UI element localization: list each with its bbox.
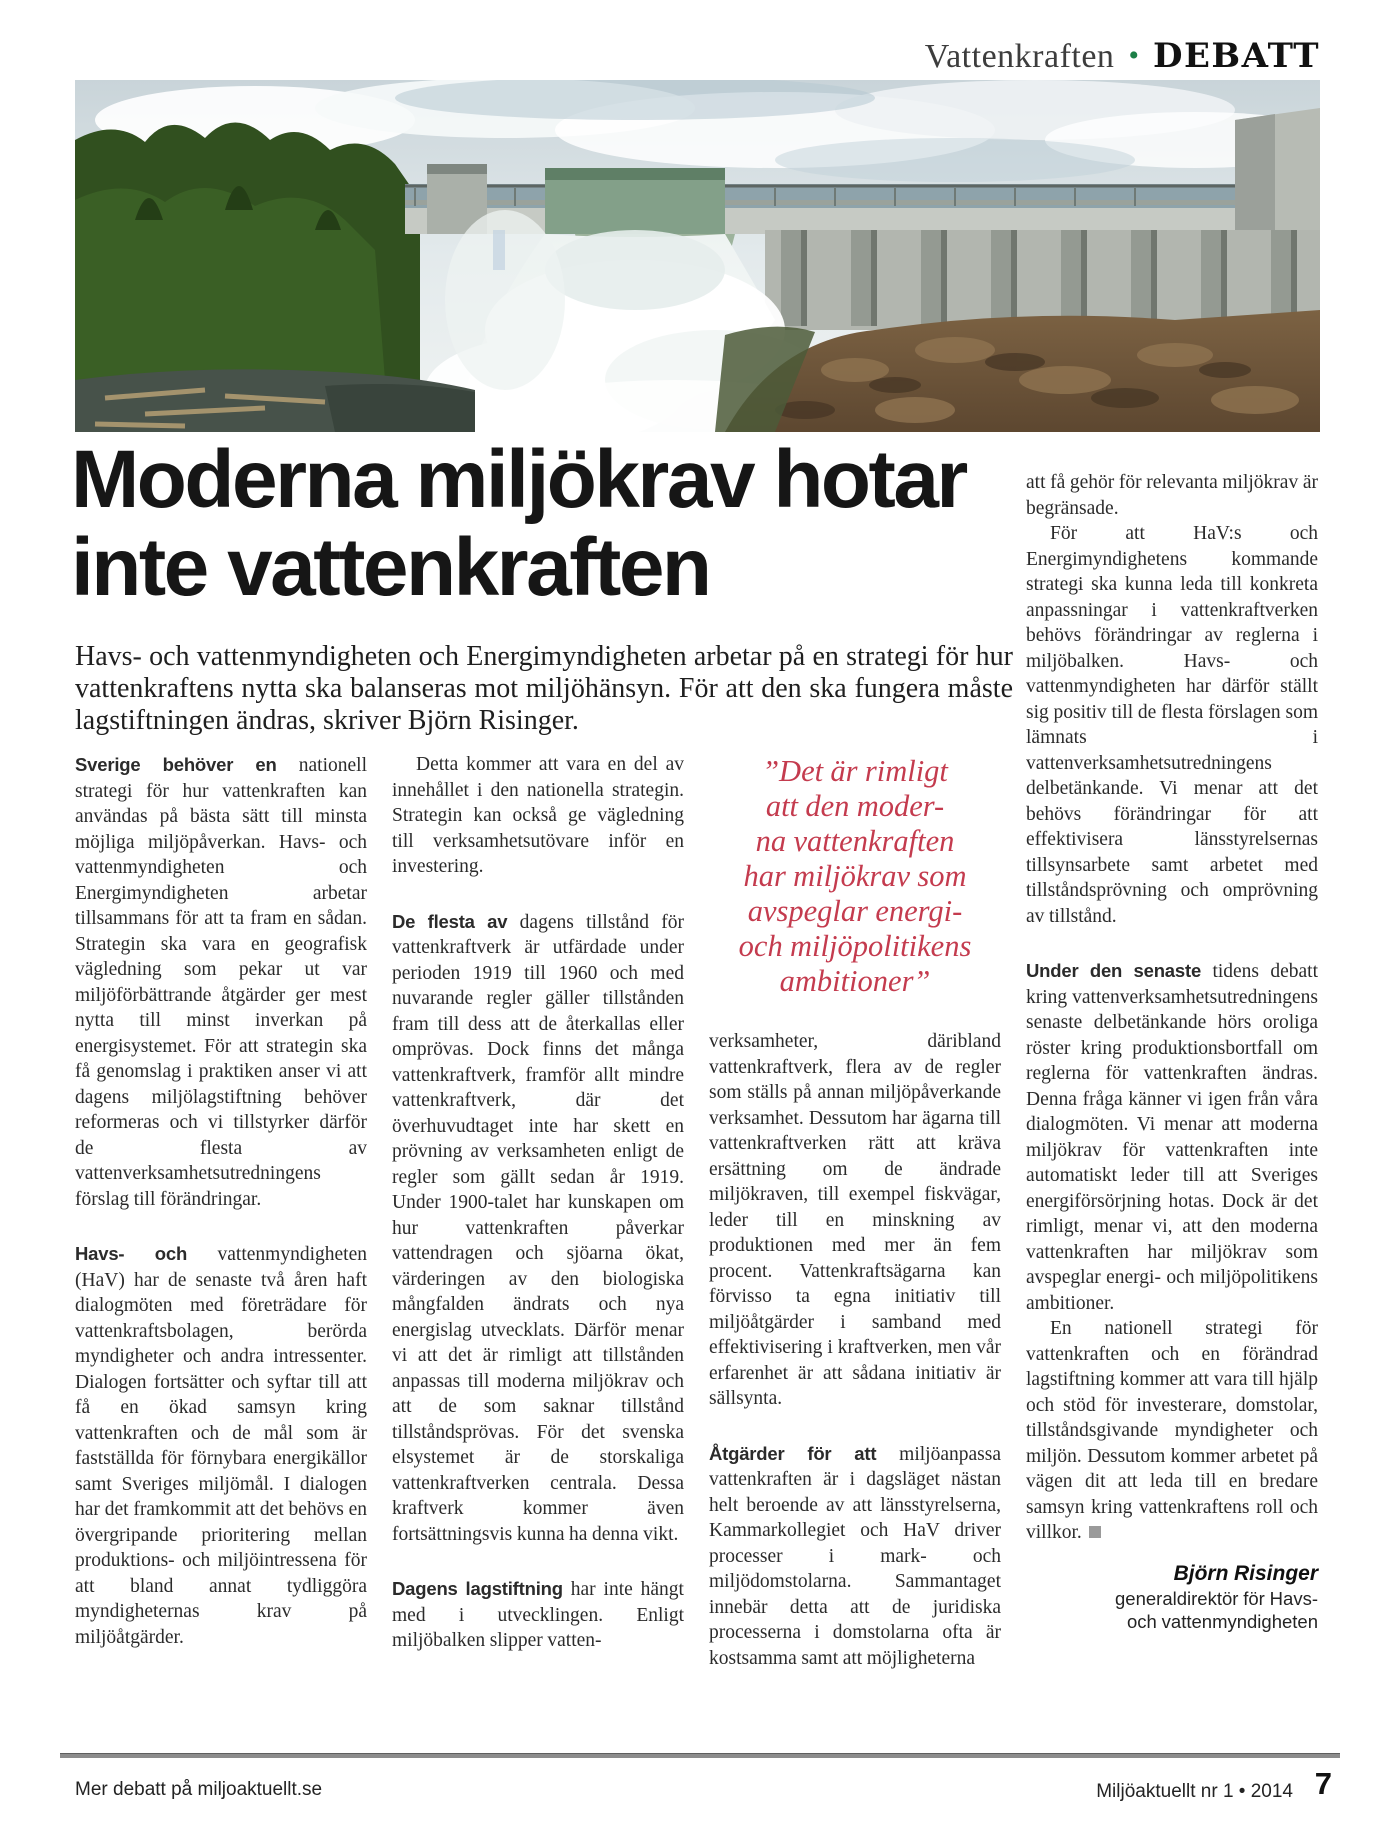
article-paragraph: verksamheter, däribland vattenkraftverk, flera av de regler som ställs på annan miljöpåverkande verksamhet. Dessutom har ägarna till vattenkraftverken rätt att kräva ersättning om de ändrade miljökraven, till exempel fiskvägar, leder till en minskning av produktionen med mer än fem procent. Vattenkraftsägarna kan förvisso ta egna initiativ till miljöåtgärder i samband med effektivisering i kraftverken, men vår erfarenhet är att sådana initiativ är sällsynta. bbox=[709, 1031, 1001, 1409]
photo-forest bbox=[75, 122, 420, 380]
paragraph-lead-in: Sverige behöver en bbox=[75, 754, 299, 775]
body-column-3 bbox=[709, 752, 1001, 1671]
paragraph-lead-in: De flesta av bbox=[392, 910, 520, 932]
author-byline bbox=[1026, 1560, 1318, 1633]
body-column-4 bbox=[1026, 470, 1318, 1633]
pull-quote-line: avspeglar energi- bbox=[747, 894, 963, 928]
article-paragraph: Dagens lagstiftning har inte hängt med i utvecklingen. Enligt miljöbalken slipper vatten- bbox=[392, 1578, 684, 1651]
article-paragraph: Åtgärder för att miljöanpassa vattenkraften är i dagsläget nästan helt beroende av att länsstyrelserna, Kammarkollegiet och HaV driver processer i mark- och miljödomstolarna. Sammantaget innebär detta att de juridiska processerna i domstolarna ofta är kostsamma samt att möjligheterna bbox=[709, 1442, 1001, 1669]
article-paragraph: De flesta av dagens tillstånd för vattenkraftverk är utfärdade under perioden 1919 till 1960 och med nuvarande regler gäller tillstånden fram till dess att de återkallas eller omprövas. Dock finns det många vattenkraftverk, framför allt mindre vattenkraftverk, där det överhuvudtaget inte har skett en prövning av verksamheten enligt de regler som gällt sedan år 1919. Under 1900-talet har kunskapen om hur vattenkraften påverkar vattendragen och sjöarna ökat, värderingen av den biologiska mångfalden ändrats och nya energislag utvecklats. Därför menar vi att det är rimligt att tillstånden anpassas till moderna miljökrav och att de som saknar tillstånd tillståndsprövas. För det svenska elsystemet är de storskaliga vattenkraftverken centrala. Dessa kraftverk kommer även fortsättningsvis kunna ha denna vikt. bbox=[392, 910, 684, 1545]
pull-quote-line: na vattenkraften bbox=[755, 824, 955, 858]
article-paragraph: Detta kommer att vara en del av innehållet i den nationella strategin. Strategin kan också ge vägledning till verksamhetsutövare inför en investering. bbox=[392, 754, 684, 877]
pull-quote bbox=[709, 754, 1001, 999]
article-lead: Havs- och vattenmyndigheten och Energimyndigheten arbetar på en strategi för hur vattenkraftens nytta ska balanseras mot miljöhänsyn. För att den ska fungera måste lagstiftningen ändras, skriver Björn Risinger. bbox=[75, 641, 1013, 736]
paragraph-lead-in: Havs- och bbox=[75, 1243, 218, 1264]
paragraph-lead-in: Åtgärder för att bbox=[709, 1442, 900, 1464]
article-photo bbox=[75, 80, 1320, 432]
section-kicker bbox=[925, 36, 1320, 76]
author-role-line: och vattenmyndigheten bbox=[1127, 1610, 1318, 1632]
article-paragraph: att få gehör för relevanta miljökrav är begränsade. bbox=[1026, 472, 1318, 519]
article-end-mark bbox=[1089, 1526, 1101, 1538]
article-paragraph: För att HaV:s och Energimyndighetens kommande strategi ska kunna leda till konkreta anpassningar i vattenkraftverken behövs förändringar av reglerna i miljöbalken. Havs- och vattenmyndigheten har därför ställt sig positiv till de flesta förslagen som lämnats i vattenverksamhetsutredningens delbetänkande. Vi menar att det behövs förändringar för att effektivisera länsstyrelsernas tillsynsarbete samt arbetet med tillståndsprövning och omprövning av tillstånd. bbox=[1026, 523, 1318, 927]
pull-quote-line: har miljökrav som bbox=[743, 859, 967, 893]
article-paragraph: Under den senaste tidens debatt kring vattenverksamhetsutredningens senaste delbetänkande hörs oroliga röster kring produktionsbortfall om reglerna för vattenkraften ändras. Denna fråga känner vi igen från våra dialogmöten. Vi menar att moderna miljökrav för vattenkraften inte automatiskt leder till att Sveriges energiförsörjning hotas. Dock är det rimligt, menar vi, att den moderna vattenkraften har miljökrav som avspeglar energi- och miljöpolitikens ambitioner. bbox=[1026, 960, 1318, 1314]
pull-quote-line: ambitioner” bbox=[779, 964, 931, 998]
headline-line-1: Moderna miljökrav hotar bbox=[71, 434, 966, 525]
pull-quote-line: att den moder- bbox=[765, 789, 945, 823]
paragraph-lead-in: Dagens lagstiftning bbox=[392, 1578, 571, 1599]
footer-teaser: Mer debatt på miljoaktuellt.se bbox=[75, 1779, 323, 1800]
pull-quote-line: ”Det är rimligt bbox=[762, 754, 948, 788]
footer-issue-label: Miljöaktuellt nr 1 • 2014 bbox=[1096, 1781, 1293, 1802]
body-column-1 bbox=[75, 752, 367, 1650]
headline-line-2: inte vattenkraften bbox=[71, 522, 710, 613]
article-paragraph: Sverige behöver en nationell strategi för hur vattenkraften kan användas på bästa sätt till minsta möjliga miljöpåverkan. Havs- och vattenmyndigheten och Energimyndigheten arbetar tillsammans för att ta fram en sådan. Strategin ska vara en geografisk vägledning som pekar ut var miljöförbättrande åtgärder ger mest nytta till minst inverkan på energisystemet. För att strategin ska få genomslag i praktiken anser vi att dagens miljölagstiftning behöver reformeras och vi tillstyrker därför de flesta av vattenverksamhetsutredningens förslag till förändringar. bbox=[75, 754, 367, 1210]
footer-rule bbox=[60, 1753, 1340, 1758]
author-role-line: generaldirektör för Havs- bbox=[1115, 1587, 1318, 1609]
pull-quote-line: och miljöpolitikens bbox=[738, 929, 972, 963]
article-headline bbox=[71, 436, 1051, 612]
author-name: Björn Risinger bbox=[1173, 1561, 1318, 1585]
kicker-bullet-icon: • bbox=[1128, 39, 1139, 72]
article-paragraph: En nationell strategi för vattenkraften och en förändrad lagstiftning kommer att vara till hjälp och stöd för investerare, domstolar, tillståndsgivande myndigheter och miljön. Dessutom kommer arbetet på vägen dit att leda till en bredare samsyn kring vattenkraftens roll och villkor. bbox=[1026, 1318, 1318, 1543]
paragraph-lead-in: Under den senaste bbox=[1026, 960, 1213, 981]
kicker-debatt-label: DEBATT bbox=[1152, 36, 1320, 76]
body-column-2 bbox=[392, 752, 684, 1654]
article-paragraph: Havs- och vattenmyndigheten (HaV) har de senaste två åren haft dialogmöten med företrädare för vattenkraftsbolagen, berörda myndigheter och andra intressenter. Dialogen fortsätter och syftar till att få en ökad samsyn kring vattenkraften och de mål som är fastställda för förnybara energikällor samt Sveriges miljömål. I dialogen har det framkommit att det behövs en övergripande prioritering mellan produktions- och miljöintressena för att bland annat tydliggöra myndigheternas krav på miljöåtgärder. bbox=[75, 1243, 367, 1648]
kicker-section-label: Vattenkraften bbox=[924, 38, 1115, 75]
footer-page-number: 7 bbox=[1314, 1766, 1332, 1801]
